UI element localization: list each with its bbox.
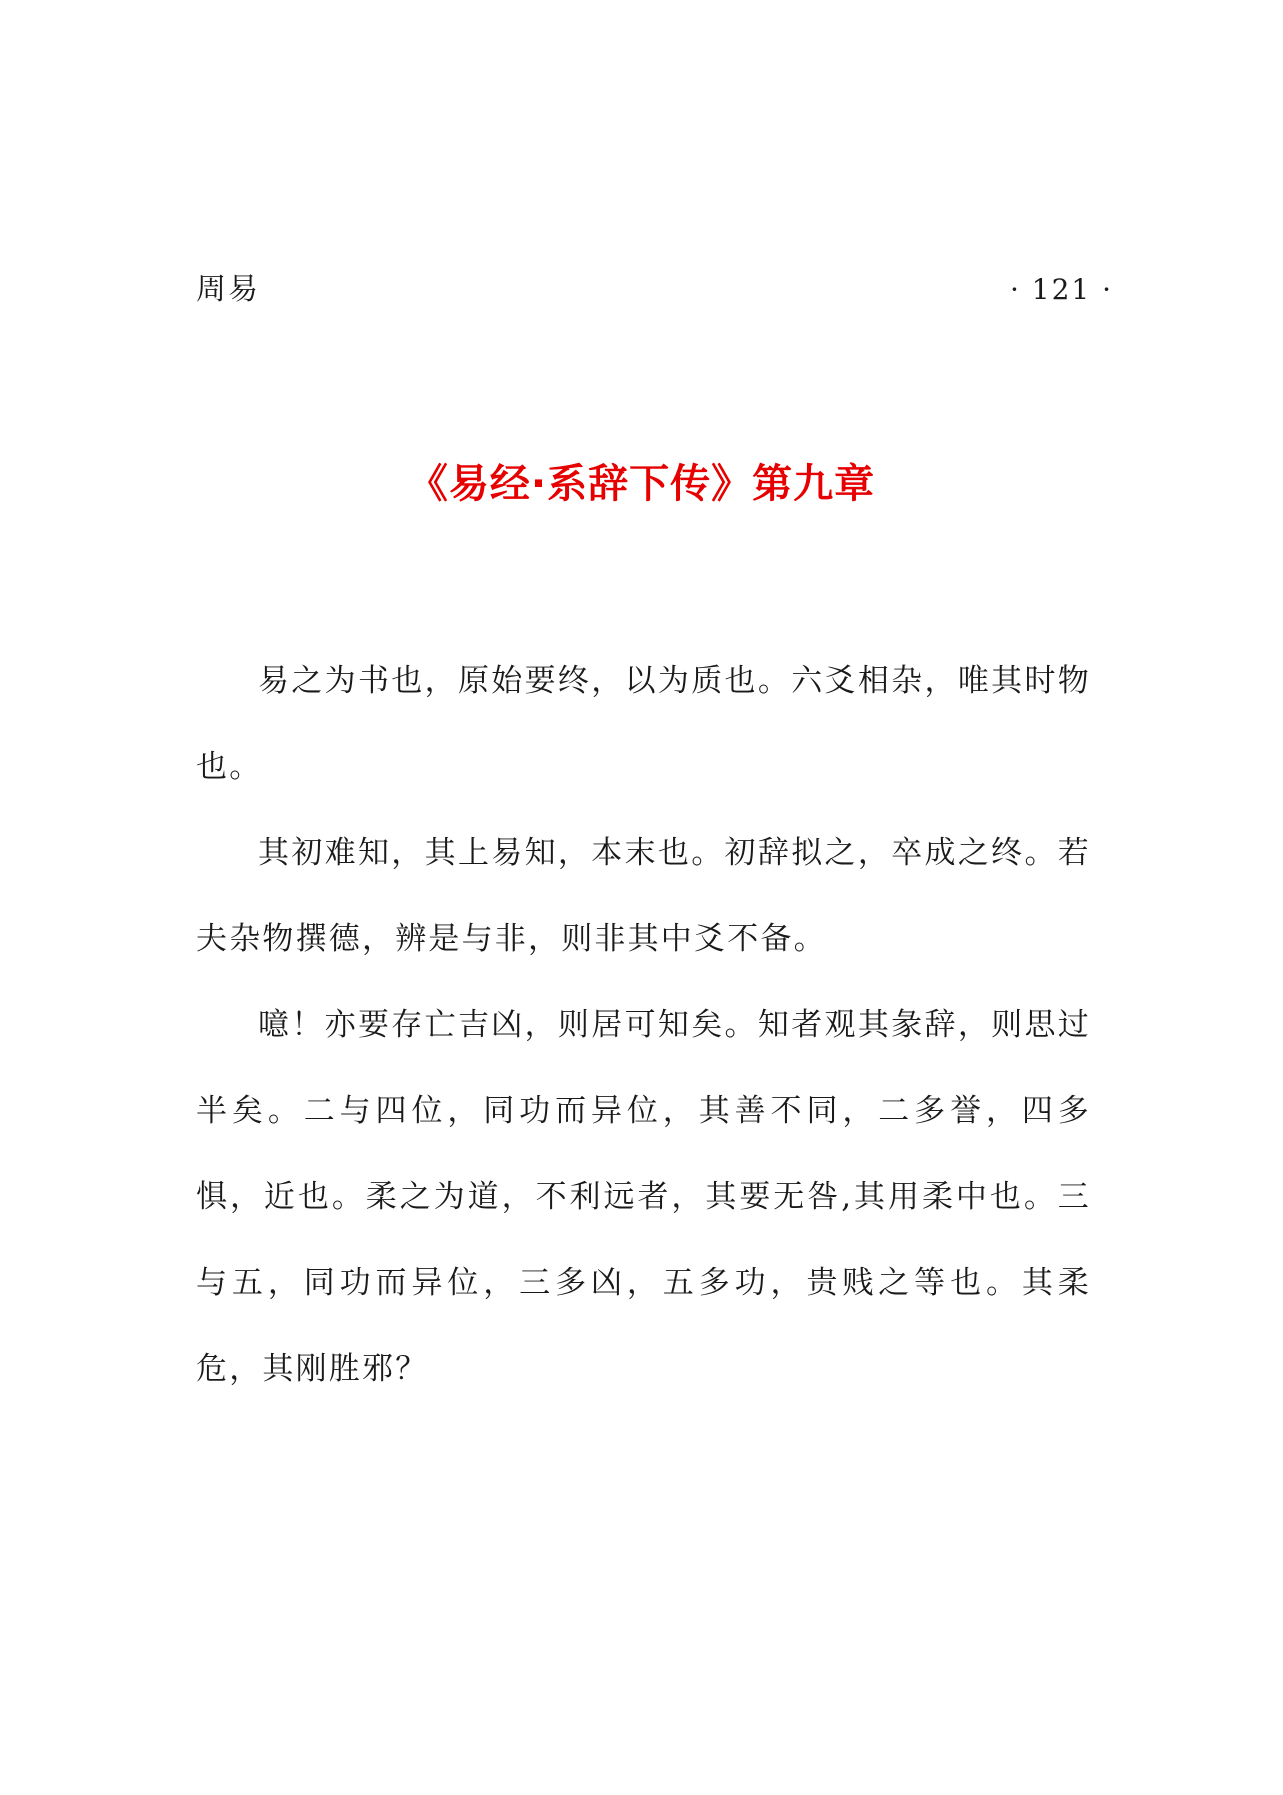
chapter-title: 《易经·系辞下传》第九章: [407, 461, 876, 507]
page-number: · 121 ·: [1009, 273, 1113, 306]
paragraph-2: 其初难知，其上易知，本末也。初辞拟之，卒成之终。若夫杂物撰德，辨是与非，则非其中爻不备。: [196, 835, 1091, 957]
running-header-book-title: 周易: [196, 272, 260, 307]
body-text: [196, 638, 1091, 1412]
paragraph-1: 易之为书也，原始要终，以为质也。六爻相杂，唯其时物也。: [196, 663, 1091, 785]
paragraph-3: 噫！亦要存亡吉凶，则居可知矣。知者观其彖辞，则思过半矣。二与四位，同功而异位，其善不同，二多誉，四多惧，近也。柔之为道，不利远者，其要无咎,其用柔中也。三与五，同功而异位，三多凶，五多功，贵贱之等也。其柔危，其刚胜邪？: [196, 1007, 1091, 1387]
